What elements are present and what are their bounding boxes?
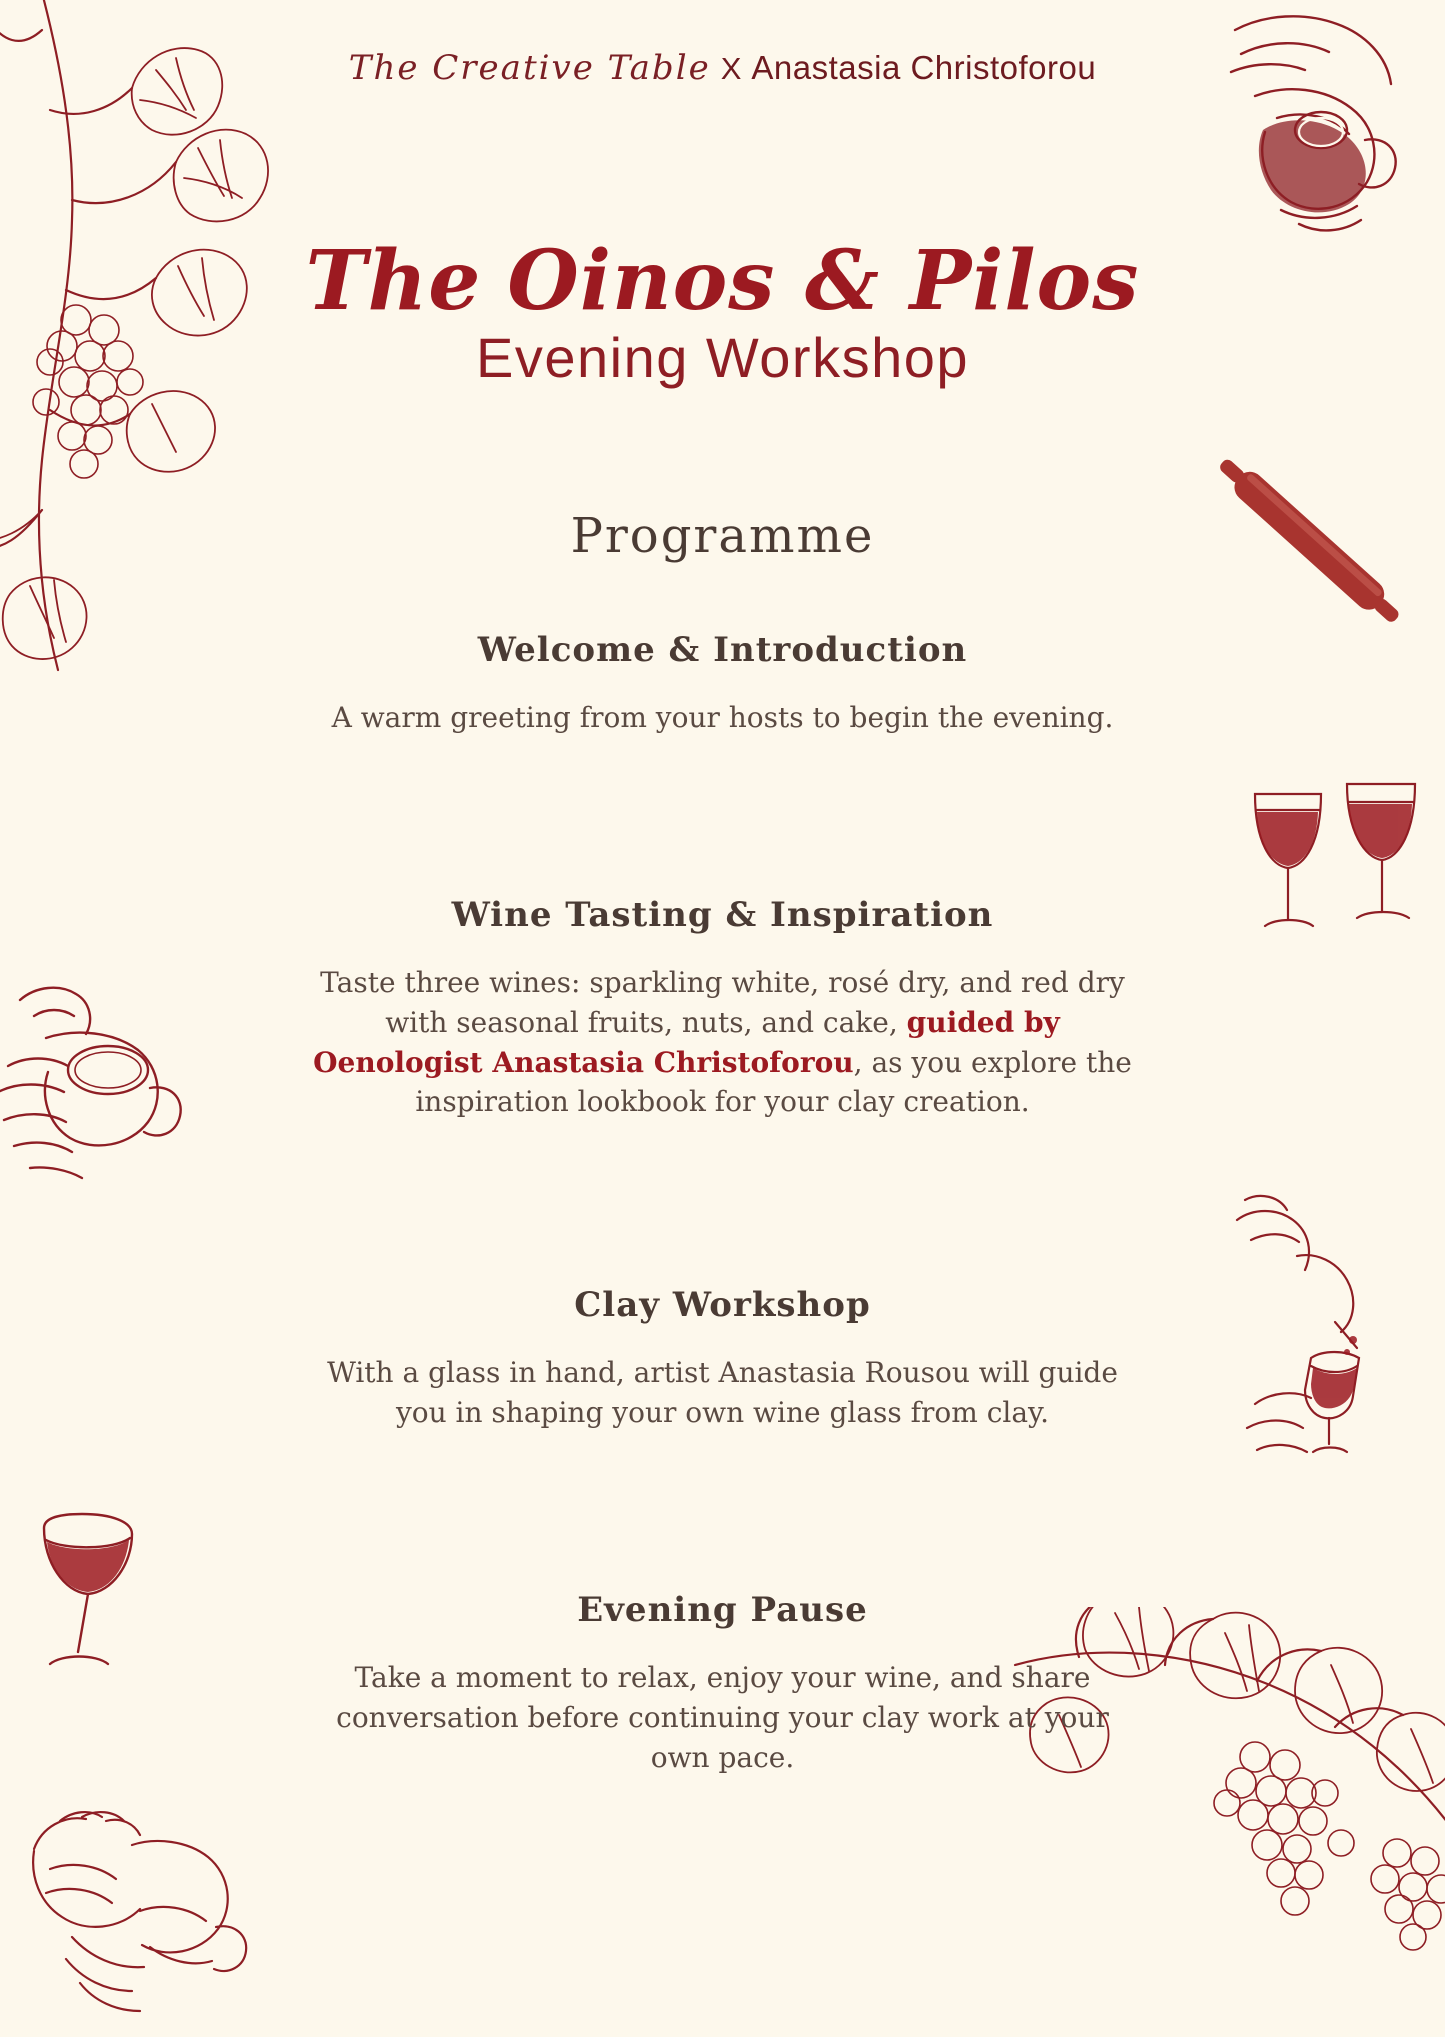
programme-section-evening-pause — [273, 1590, 1173, 1777]
title-word-the: The — [305, 232, 482, 329]
section-body: A warm greeting from your hosts to begin the evening. — [331, 701, 1114, 734]
page-subtitle: Evening Workshop — [476, 326, 969, 389]
section-title: Welcome & Introduction — [477, 630, 968, 670]
brand-name: The Creative Table — [348, 48, 711, 88]
section-title: Clay Workshop — [574, 1285, 871, 1325]
programme-section-welcome — [273, 630, 1173, 738]
section-title: Wine Tasting & Inspiration — [451, 895, 994, 935]
section-title: Evening Pause — [577, 1590, 868, 1630]
section-body: With a glass in hand, artist Anastasia Rousou will guide you in shaping your own wine glass from clay. — [327, 1356, 1118, 1429]
section-body: Take a moment to relax, enjoy your wine, and share conversation before continuing your clay work at your own pace. — [336, 1661, 1109, 1774]
programme-section-clay-workshop — [273, 1285, 1173, 1433]
section-body-part2: , as you explore the inspiration lookbook for your clay creation. — [415, 1045, 1132, 1119]
section-body-part1: Taste three wines: sparkling white, rosé dry, and red dry with seasonal fruits, nuts, and cake, — [320, 966, 1125, 1039]
programme-heading: Programme — [570, 508, 875, 564]
section-body-highlight: guided by Oenologist Anastasia Christoforou — [313, 1005, 1060, 1079]
collab-symbol: X — [720, 51, 742, 86]
programme-section-wine-tasting — [273, 895, 1173, 1122]
page-title — [0, 232, 1445, 329]
title-word-oinos-pilos: Oinos & Pilos — [507, 232, 1140, 329]
section-body — [313, 963, 1133, 1122]
guest-name: Anastasia Christoforou — [751, 49, 1097, 86]
collaboration-line — [0, 48, 1445, 88]
